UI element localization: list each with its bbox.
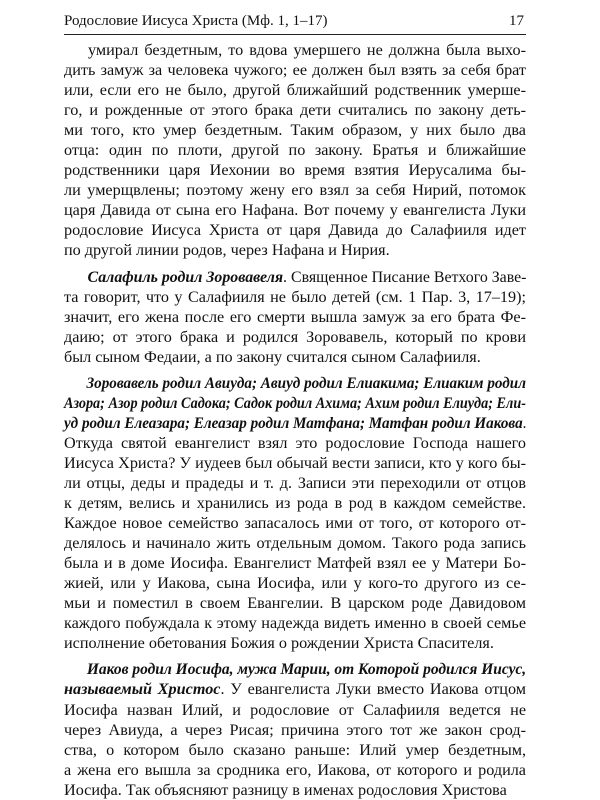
page-body bbox=[64, 40, 526, 800]
text-line bbox=[64, 413, 526, 433]
paragraph bbox=[64, 40, 526, 261]
text-line bbox=[64, 553, 526, 573]
text-line bbox=[64, 40, 526, 60]
text-line bbox=[64, 287, 526, 307]
commentary-text: ли умерщвлены; поэтому жену его взял за себя Нирий, потомок bbox=[64, 181, 526, 200]
scripture-quote: называемый Христос bbox=[64, 680, 221, 699]
text-line bbox=[64, 180, 526, 200]
text-line bbox=[64, 433, 526, 453]
text-line bbox=[64, 220, 526, 240]
commentary-text: жией, или у Иакова, сына Иосифа, или у кого-то другого из се- bbox=[64, 574, 526, 593]
commentary-text: Иосифа. Так объясняют разницу в именах родословия Христова bbox=[64, 780, 507, 799]
text-line bbox=[64, 633, 526, 653]
commentary-text: к детям, велись и хранились из рода в род в каждом семействе. bbox=[64, 494, 526, 513]
text-line bbox=[64, 240, 526, 260]
text-line bbox=[64, 327, 526, 347]
commentary-text: . У евангелиста Луки вместо Иакова отцом bbox=[220, 680, 526, 699]
text-line bbox=[64, 593, 526, 613]
commentary-text: умирал бездетным, то вдова умершего не должна была выхо- bbox=[88, 41, 526, 59]
text-line bbox=[64, 267, 526, 287]
page-number: 17 bbox=[509, 13, 524, 29]
text-line bbox=[64, 659, 526, 679]
text-line bbox=[64, 160, 526, 180]
text-line bbox=[64, 760, 526, 780]
commentary-text: Откуда святой евангелист взял это родословие Господа нашего bbox=[64, 433, 526, 452]
commentary-text: исполнение обетования Божия о рождении Христа Спасителя. bbox=[64, 634, 494, 653]
commentary-text: через Авиуда, а через Рисая; причина этого тот же закон срод- bbox=[64, 720, 526, 739]
scripture-quote: Азора; Азор родил Садока; Садок родил Ахима; Ахим родил Елиуда; Ели- bbox=[64, 393, 526, 412]
scripture-quote: Зоровавель родил Авиуда; Авиуд родил Елиакима; Елиаким родил bbox=[86, 373, 526, 392]
text-line bbox=[64, 493, 526, 513]
commentary-text: значит, его жена после его смерти вышла замуж за его брата Фе- bbox=[64, 307, 526, 326]
commentary-text: . Священное Писание Ветхого Заве- bbox=[283, 267, 527, 286]
text-line bbox=[64, 200, 526, 220]
paragraph bbox=[64, 267, 526, 367]
text-line bbox=[64, 780, 526, 800]
paragraph bbox=[64, 373, 526, 654]
commentary-text: го, и рожденные от этого брака дети считались по закону деть- bbox=[64, 101, 526, 120]
text-line bbox=[64, 80, 526, 100]
commentary-text: Иосифа назван Илий, и родословие от Салафииля ведется не bbox=[64, 700, 526, 719]
commentary-text: царя Давида от сына его Нафана. Вот почему у евангелиста Луки bbox=[64, 201, 526, 220]
commentary-text: Иисуса Христа? У иудеев был обычай вести записи, кто у кого бы- bbox=[64, 453, 526, 472]
commentary-text: или, если его не было, другой ближайший родственник умерше- bbox=[64, 81, 526, 100]
commentary-text: мьи и поместил в своем Евангелии. В царском роде Давидовом bbox=[64, 594, 526, 613]
text-line bbox=[64, 393, 526, 413]
commentary-text: . bbox=[522, 413, 527, 432]
text-line bbox=[64, 60, 526, 80]
text-line bbox=[64, 307, 526, 327]
text-line bbox=[64, 347, 526, 367]
text-line bbox=[64, 120, 526, 140]
scripture-quote: уд родил Елеазара; Елеазар родил Матфана; Матфан родил Иакова bbox=[64, 413, 523, 432]
text-line bbox=[64, 720, 526, 740]
commentary-text: родственники царя Иехонии во время взятия Иерусалима бы- bbox=[64, 161, 526, 180]
text-line bbox=[64, 473, 526, 493]
scripture-quote: Иаков родил Иосифа, мужа Марии, от Которой родился Иисус, bbox=[86, 660, 527, 679]
commentary-text: был сыном Федаии, а по закону считался сыном Салафииля. bbox=[64, 347, 481, 366]
commentary-text: ства, о котором было сказано раньше: Илий умер бездетным, bbox=[64, 740, 526, 759]
header-rule bbox=[64, 34, 526, 35]
text-line bbox=[64, 140, 526, 160]
text-line bbox=[64, 573, 526, 593]
commentary-text: родословие Иисуса Христа от царя Давида до Салафииля идет bbox=[64, 221, 526, 240]
commentary-text: по другой линии родов, через Нафана и Нирия. bbox=[64, 241, 390, 260]
text-line bbox=[64, 613, 526, 633]
commentary-text: Каждое новое семейство запасалось ими от того, от которого от- bbox=[64, 514, 526, 533]
text-line bbox=[64, 100, 526, 120]
text-line bbox=[64, 533, 526, 553]
text-line bbox=[64, 679, 526, 699]
text-line bbox=[64, 453, 526, 473]
commentary-text: отца: один по плоти, другой по закону. Братья и ближайшие bbox=[64, 141, 526, 160]
text-line bbox=[64, 513, 526, 533]
commentary-text: ми того, кто умер бездетным. Таким образом, у них было два bbox=[64, 121, 526, 140]
commentary-text: делялось и начинало жить отдельным домом. Такого рода запись bbox=[64, 534, 526, 553]
text-line bbox=[64, 700, 526, 720]
commentary-text: была и в доме Иосифа. Евангелист Матфей взял ее у Матери Бо- bbox=[64, 554, 526, 573]
text-line bbox=[64, 373, 526, 393]
paragraph bbox=[64, 659, 526, 799]
scripture-quote: Салафиль родил Зоровавеля bbox=[87, 267, 284, 286]
commentary-text: та говорит, что у Салафииля не было детей (см. 1 Пар. 3, 17–19); bbox=[64, 287, 526, 306]
running-head bbox=[64, 10, 526, 32]
commentary-text: а жена его вышла за сродника его, Иакова, от которого и родила bbox=[64, 760, 526, 779]
commentary-text: дить замуж за человека чужого; ее должен был взять за себя брат bbox=[64, 61, 526, 80]
commentary-text: каждого побуждала к этому надежда видеть именно в своей семье bbox=[64, 614, 526, 633]
running-title: Родословие Иисуса Христа (Мф. 1, 1–17) bbox=[64, 13, 328, 29]
commentary-text: даию; от этого брака и родился Зоровавель, который по крови bbox=[64, 327, 526, 346]
commentary-text: ли отцы, деды и прадеды и т. д. Записи эти переходили от отцов bbox=[64, 473, 526, 492]
